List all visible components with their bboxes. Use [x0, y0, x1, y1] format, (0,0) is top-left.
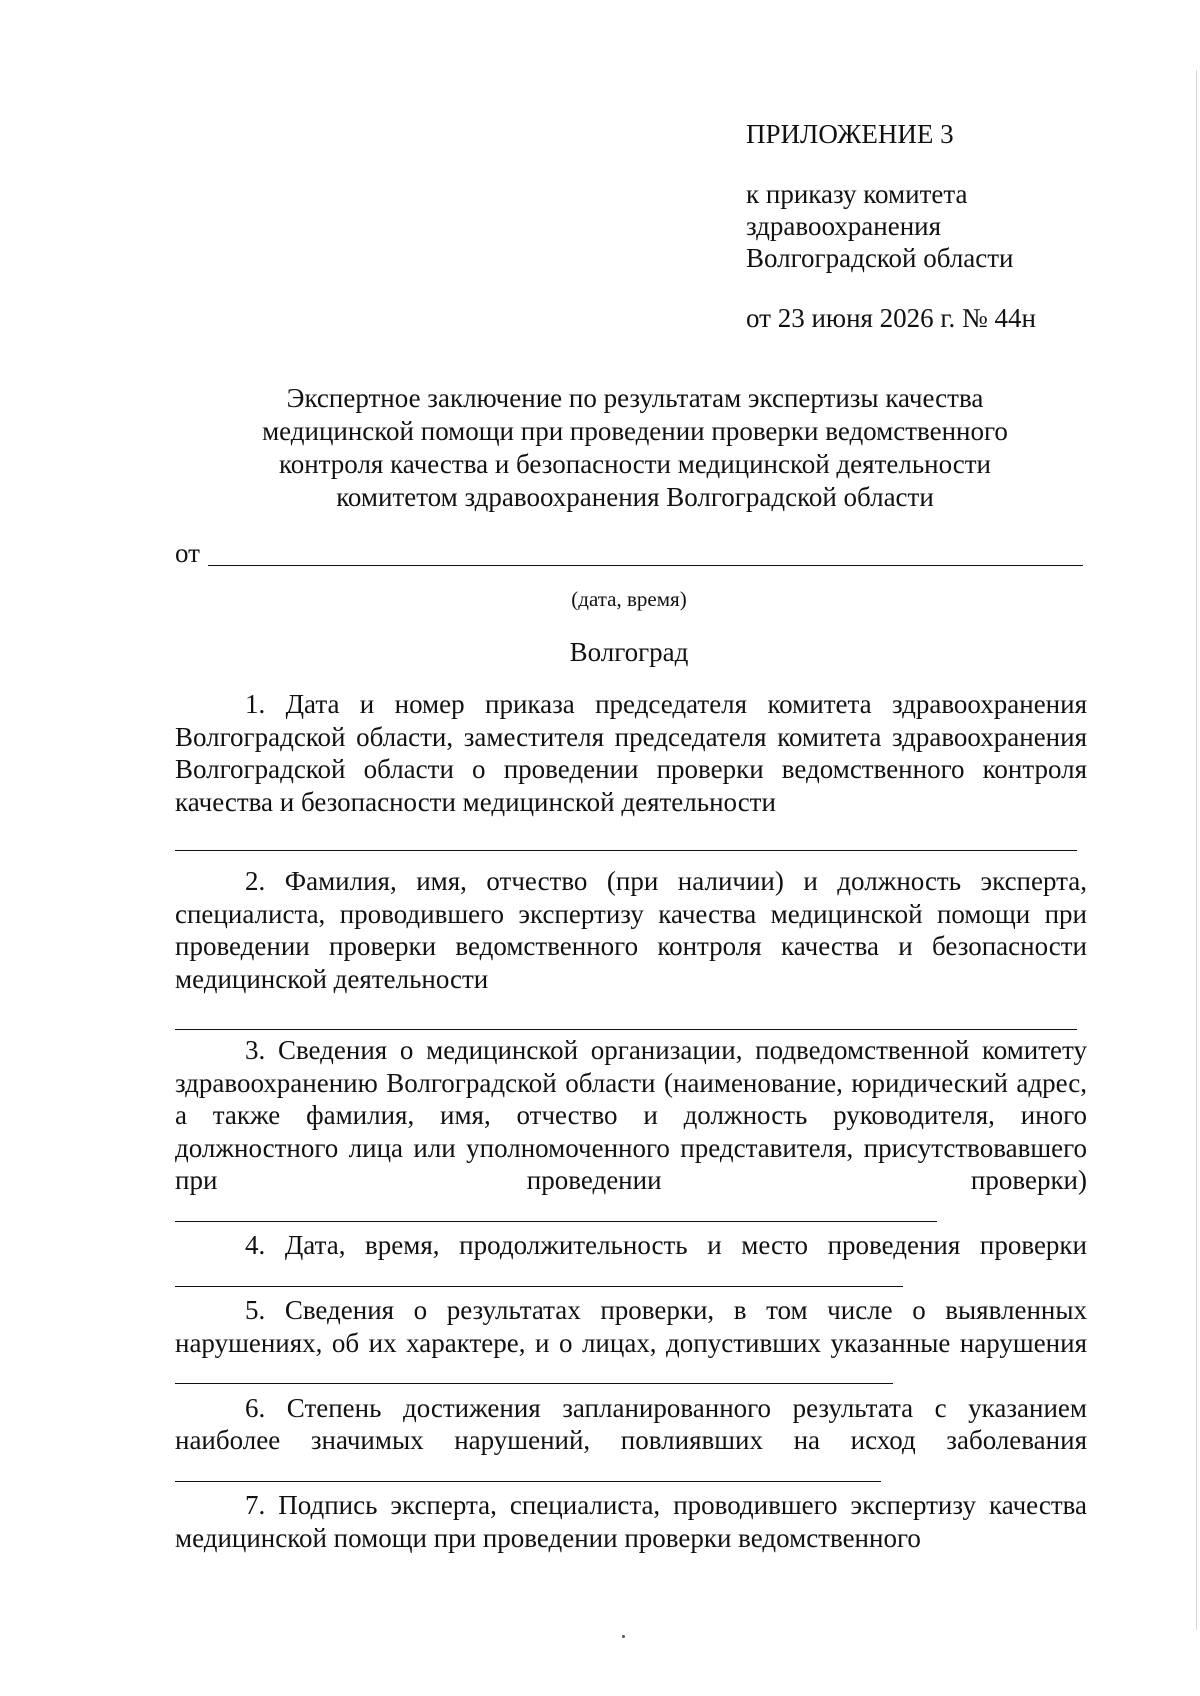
form-item-1-text: 1. Дата и номер приказа председателя комитета здравоохранения Волгоградской области, заместителя председателя комитета здравоохранения Волгоградской области о проведении проверки ведомственного контроля качества и безопасности медицинской деятельности	[175, 689, 1087, 817]
date-field-label: от	[175, 538, 200, 568]
form-item-2-fill-line	[175, 1029, 1077, 1030]
order-reference-line3: Волгоградской области	[746, 243, 1014, 273]
scan-edge-line	[1196, 70, 1197, 1630]
title-line1: Экспертное заключение по результатам экспертизы качества	[286, 383, 984, 413]
date-field-caption: (дата, время)	[571, 587, 687, 611]
form-item-4-fill-line	[175, 1285, 903, 1287]
document-title	[175, 382, 1095, 514]
scan-speck	[622, 1635, 625, 1638]
city-name: Волгоград	[569, 637, 689, 667]
form-item-7	[175, 1489, 1087, 1554]
title-line3: контроля качества и безопасности медицинской деятельности	[278, 449, 992, 479]
form-item-3-fill-line	[175, 1220, 937, 1222]
appendix-header	[746, 118, 1036, 334]
title-line2: медицинской помощи при проведении проверки ведомственного	[262, 416, 1008, 446]
order-reference-line2: здравоохранения	[746, 211, 942, 241]
form-item-6-text: 6. Степень достижения запланированного результата с указанием наиболее значимых нарушений, повлиявших на исход заболевания	[175, 1392, 1087, 1455]
form-item-3-text: 3. Сведения о медицинской организации, подведомственной комитету здравоохранению Волгоградской области (наименование, юридический адрес, а также фамилия, имя, отчество и должность руководителя, иного должностного лица или уполномоченного представителя, присутствовавшего при проведении проверки)	[175, 1035, 1087, 1195]
order-date: от 23 июня 2026 г. № 44н	[746, 303, 1036, 333]
form-item-6	[175, 1392, 1087, 1490]
title-line4: комитетом здравоохранения Волгоградской области	[336, 482, 934, 512]
form-item-1-fill-line	[175, 850, 1077, 851]
form-item-2	[175, 865, 1087, 1030]
order-reference-line1: к приказу комитета	[746, 179, 968, 209]
appendix-number: ПРИЛОЖЕНИЕ 3	[746, 119, 954, 149]
form-item-5-text: 5. Сведения о результатах проверки, в том числе о выявленных нарушениях, об их характере, и о лицах, допустивших указанные нарушения	[175, 1295, 1087, 1358]
form-item-1	[175, 688, 1087, 851]
form-item-7-text: 7. Подпись эксперта, специалиста, проводившего экспертизу качества медицинской помощи при проведении проверки ведомственного	[175, 1490, 1087, 1553]
date-field-row	[175, 538, 1083, 570]
form-item-2-text: 2. Фамилия, имя, отчество (при наличии) и должность эксперта, специалиста, проводившего экспертизу качества медицинской помощи при проведении проверки ведомственного контроля качества и безопасности медицинской деятельности	[175, 866, 1087, 994]
date-field-line	[208, 565, 1083, 566]
form-item-5-fill-line	[175, 1382, 893, 1384]
form-item-5	[175, 1294, 1087, 1392]
form-item-3	[175, 1034, 1087, 1229]
form-item-4	[175, 1229, 1087, 1294]
form-item-4-text: 4. Дата, время, продолжительность и место проведения проверки	[245, 1230, 1087, 1260]
form-items	[175, 688, 1087, 1554]
form-item-6-fill-line	[175, 1480, 881, 1482]
